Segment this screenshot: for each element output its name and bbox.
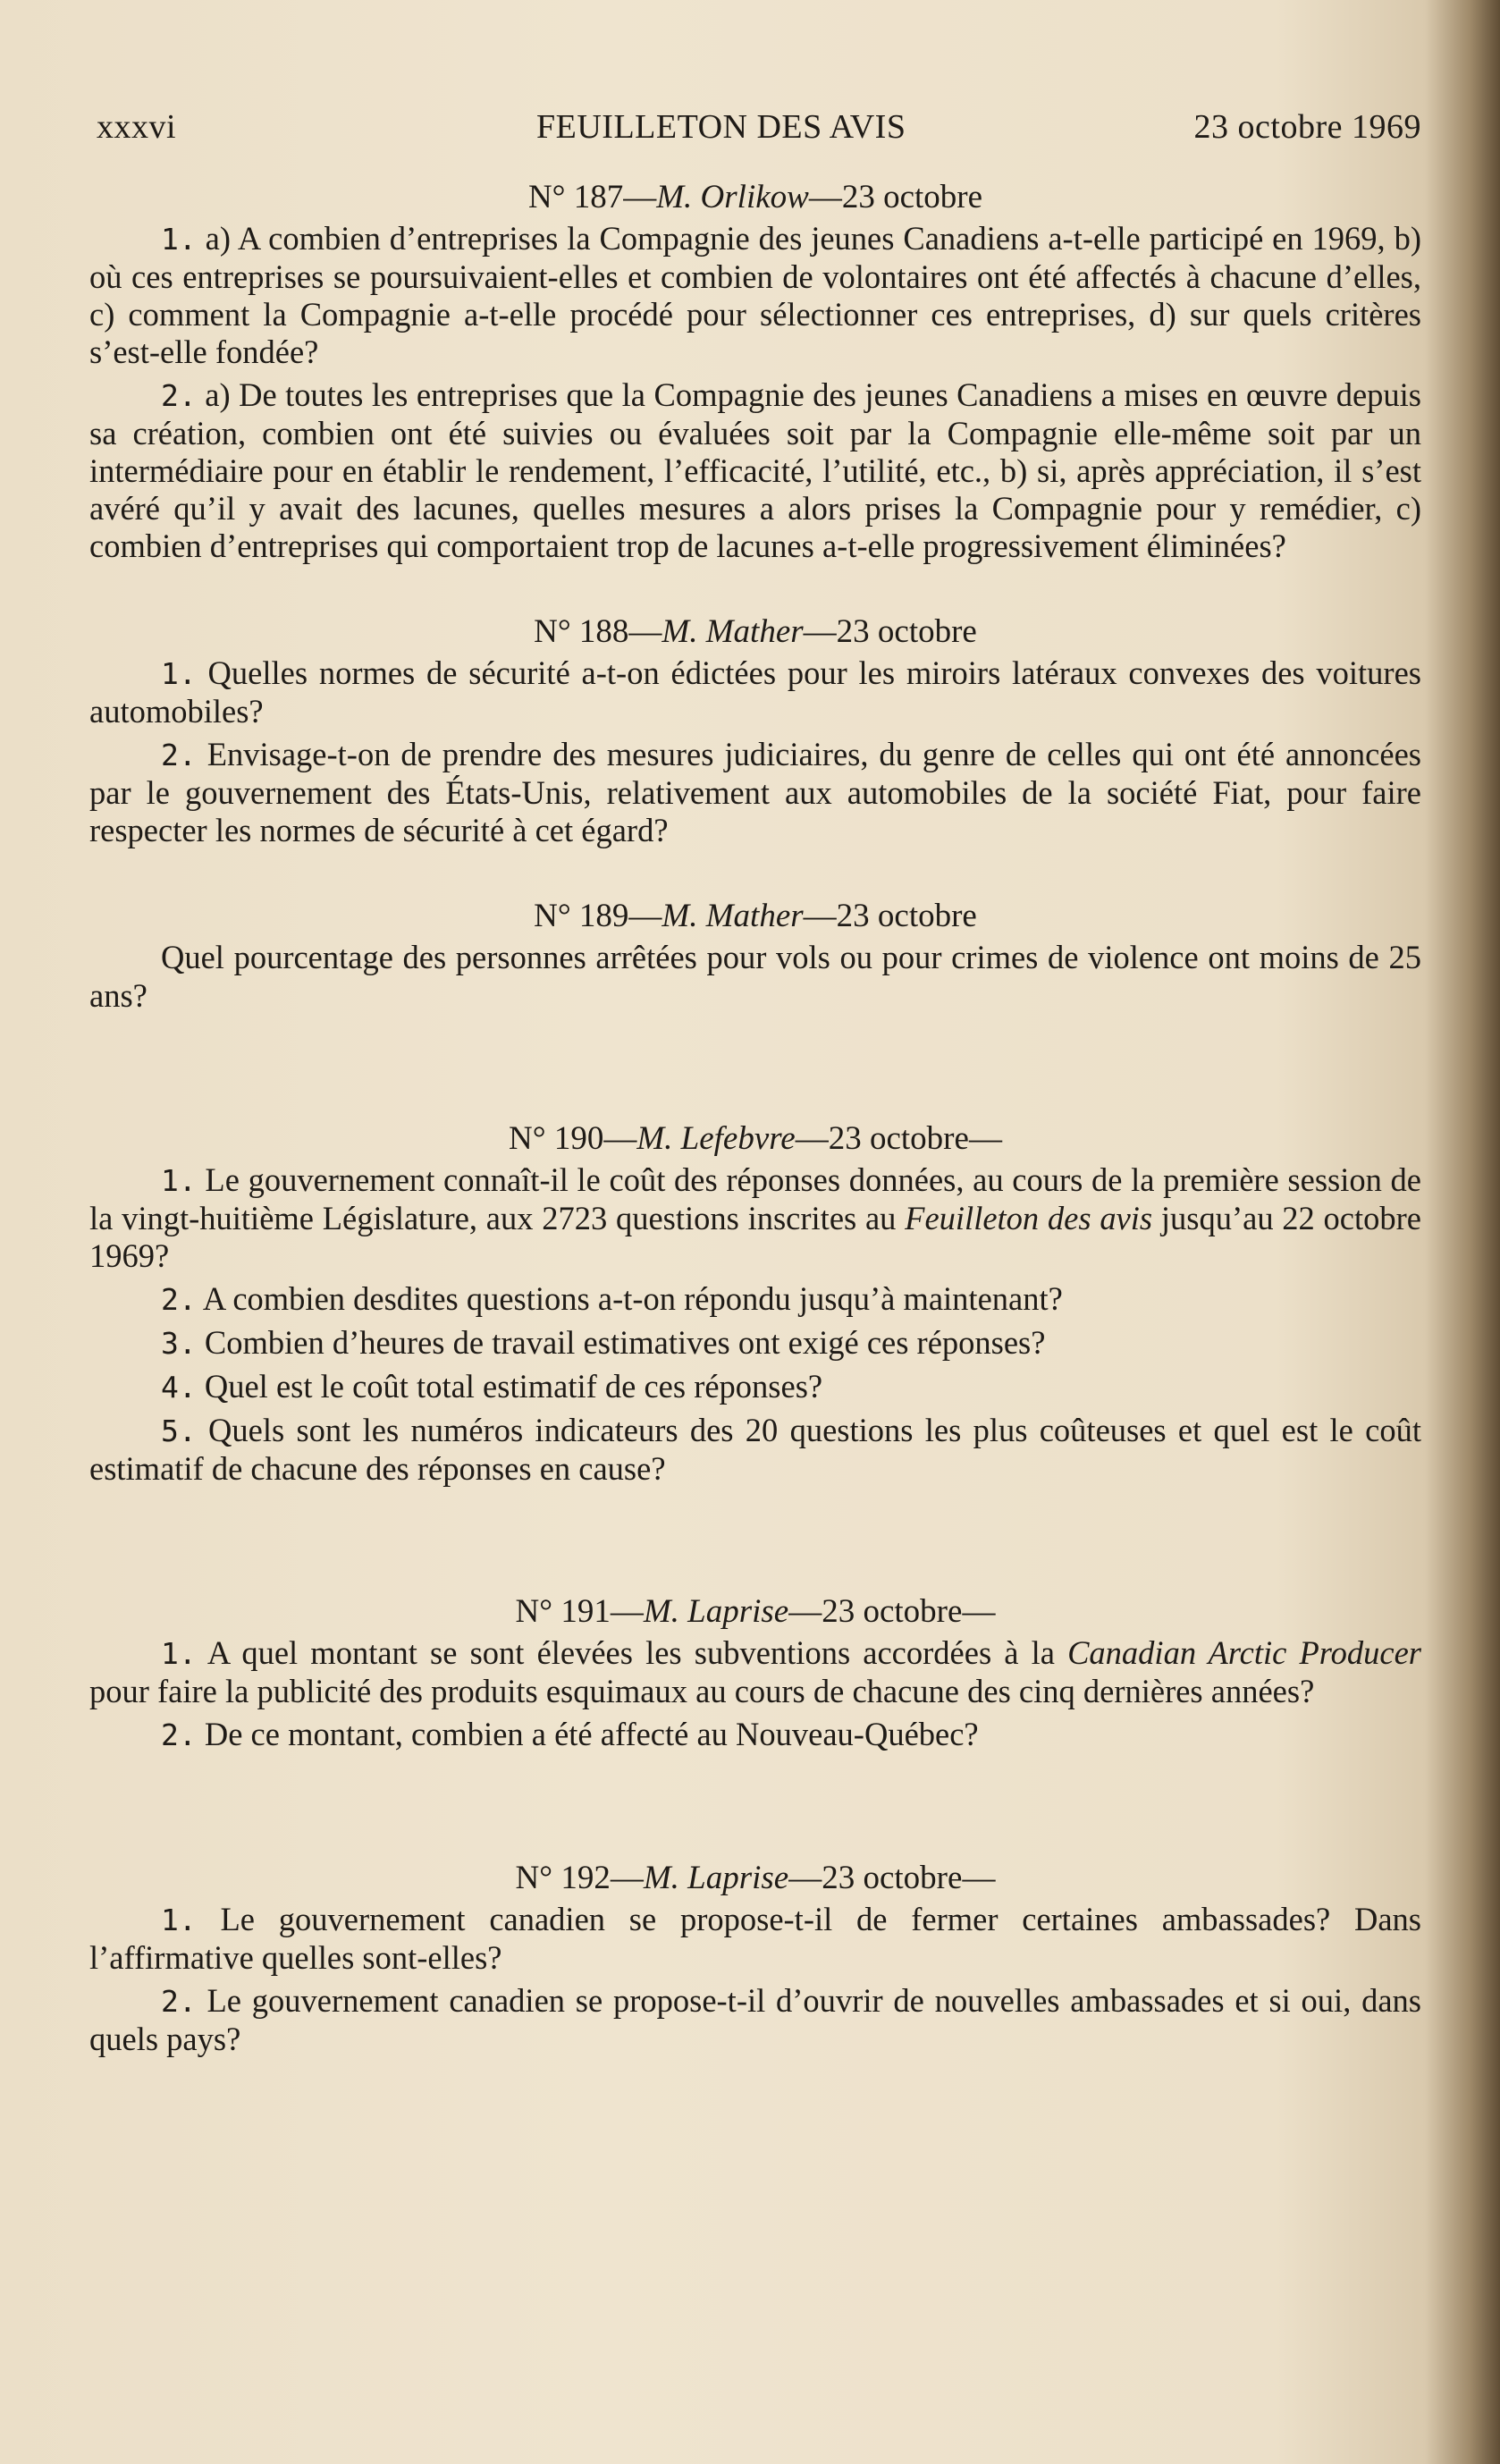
question-187 [89, 179, 1421, 565]
question-heading: N° 187—M. Orlikow—23 octobre [527, 179, 983, 215]
question-paragraph [89, 736, 1421, 849]
question-member: M. Mather [662, 898, 804, 934]
question-date: 23 octobre [822, 1860, 963, 1896]
question-date: 23 octobre [822, 1593, 963, 1630]
question-member: M. Laprise [643, 1593, 789, 1630]
paragraph-text: A quel montant se sont élevées les subventions accordées à la [196, 1634, 1068, 1671]
paragraph-number: 2. [161, 1282, 197, 1317]
question-number: N° 191 [515, 1593, 611, 1630]
question-heading: N° 191—M. Laprise—23 octobre— [515, 1593, 996, 1630]
paragraph-number: 1. [161, 656, 197, 691]
paragraph-italic: Feuilleton des avis [905, 1200, 1153, 1236]
paragraph-text-after: pour faire la publicité des produits esquimaux au cours de chacune des cinq dernières années? [89, 1673, 1315, 1709]
paragraph-text: De ce montant, combien a été affecté au Nouveau-Québec? [196, 1716, 979, 1752]
question-heading: N° 190—M. Lefebvre—23 octobre— [509, 1120, 1002, 1157]
paragraph-number: 1. [161, 1163, 197, 1198]
paragraph-text: Quel est le coût total estimatif de ces réponses? [196, 1368, 823, 1405]
question-member: M. Lefebvre [636, 1120, 796, 1157]
page-title: FEUILLETON DES AVIS [536, 108, 906, 146]
question-member: M. Mather [662, 613, 804, 650]
paragraph-number: 2. [161, 738, 197, 772]
paragraph-text: A combien desdites questions a-t-on répondu jusqu’à maintenant? [196, 1280, 1063, 1317]
question-number: N° 187 [527, 179, 624, 215]
question-member: M. Laprise [643, 1860, 789, 1896]
paragraph-text: Envisage-t-on de prendre des mesures judiciaires, du genre de celles qui ont été annoncées par le gouvernement des États-Unis, relativement aux automobiles de la société Fiat, pour faire respecter les normes de sécurité à cet égard? [89, 736, 1421, 848]
question-number: N° 188 [534, 613, 629, 650]
paragraph-text: Le gouvernement canadien se propose-t-il d’ouvrir de nouvelles ambassades et si oui, dans quels pays? [89, 1982, 1421, 2057]
paragraph-number: 2. [161, 1984, 197, 2019]
paragraph-text: Quelles normes de sécurité a-t-on édictées pour les miroirs latéraux convexes des voitures automobiles? [89, 654, 1421, 730]
question-paragraph [89, 1368, 1421, 1406]
paragraph-number: 1. [161, 222, 197, 257]
paragraph-text: a) De toutes les entreprises que la Compagnie des jeunes Canadiens a mises en œuvre depuis sa création, combien ont été suivies ou évaluées soit par la Compagnie elle-même soit par un intermédiaire pour en établir le rendement, l’efficacité, l’utilité, etc., b) si, après appréciation, il s’est avéré qu’il y avait des lacunes, quelles mesures a alors prises la Compagnie pour y remédier, c) combien d’entreprises qui comportaient trop de lacunes a-t-elle progressivement éliminées? [89, 376, 1421, 564]
question-paragraph [89, 1161, 1421, 1275]
paragraph-number: 4. [161, 1370, 197, 1405]
paragraph-text-after: jusqu’au 22 octobre 1969? [89, 1200, 1421, 1274]
paragraph-number: 1. [161, 1903, 197, 1937]
question-paragraph [89, 376, 1421, 565]
paragraph-text: Quels sont les numéros indicateurs des 20 questions les plus coûteuses et quel est le coût estimatif de chacune des réponses en cause? [89, 1412, 1421, 1487]
question-paragraph [89, 1324, 1421, 1363]
question-number: N° 192 [515, 1860, 611, 1896]
question-191 [89, 1593, 1421, 1754]
question-number: N° 190 [509, 1120, 604, 1157]
question-paragraph [89, 939, 1421, 1015]
question-paragraph [89, 1901, 1421, 1977]
paragraph-text: Le gouvernement connaît-il le coût des réponses données, au cours de la première session de la vingt-huitième Législature, aux 2723 questions inscrites au [89, 1161, 1421, 1236]
question-paragraph [89, 1634, 1421, 1710]
paragraph-number: 2. [161, 378, 197, 413]
question-188 [89, 613, 1421, 849]
question-192 [89, 1860, 1421, 2058]
question-paragraph [89, 220, 1421, 371]
question-190 [89, 1120, 1421, 1488]
question-paragraph [89, 1280, 1421, 1319]
question-paragraph [89, 1716, 1421, 1754]
paragraph-number: 3. [161, 1326, 197, 1361]
question-number: N° 189 [534, 898, 629, 934]
paragraph-text: Quel pourcentage des personnes arrêtées pour vols ou pour crimes de violence ont moins de 25 ans? [89, 939, 1421, 1014]
question-heading: N° 192—M. Laprise—23 octobre— [515, 1860, 996, 1896]
question-date: 23 octobre [841, 179, 983, 215]
header-date: 23 octobre 1969 [1193, 108, 1421, 146]
paragraph-text: Le gouvernement canadien se propose-t-il de fermer certaines ambassades? Dans l’affirmative quelles sont-elles? [89, 1901, 1421, 1976]
question-189 [89, 898, 1421, 1015]
question-paragraph [89, 654, 1421, 730]
question-date: 23 octobre [836, 613, 977, 650]
question-date: 23 octobre [828, 1120, 969, 1157]
paragraph-text: a) A combien d’entreprises la Compagnie des jeunes Canadiens a-t-elle participé en 1969, b) où ces entreprises se poursuivaient-elles et combien de volontaires ont été affectés à chacune d’elles, c) comment la Compagnie a-t-elle procédé pour sélectionner ces entreprises, d) sur quels critères s’est-elle fondée? [89, 220, 1421, 370]
question-trail: — [962, 1593, 996, 1630]
question-date: 23 octobre [836, 898, 977, 934]
question-trail: — [968, 1120, 1002, 1157]
paragraph-italic: Canadian Arctic Producer [1067, 1634, 1421, 1671]
paragraph-number: 2. [161, 1717, 197, 1752]
running-head [89, 98, 1421, 152]
question-heading: N° 189—M. Mather—23 octobre [534, 898, 977, 934]
question-paragraph [89, 1412, 1421, 1488]
page-folio: xxxvi [97, 108, 177, 146]
question-heading: N° 188—M. Mather—23 octobre [534, 613, 977, 650]
paragraph-number: 5. [161, 1413, 197, 1448]
question-member: M. Orlikow [656, 179, 809, 215]
question-paragraph [89, 1982, 1421, 2058]
paragraph-number: 1. [161, 1636, 197, 1671]
question-trail: — [962, 1860, 996, 1896]
paragraph-text: Combien d’heures de travail estimatives ont exigé ces réponses? [196, 1324, 1046, 1361]
text-column [89, 98, 1421, 2063]
